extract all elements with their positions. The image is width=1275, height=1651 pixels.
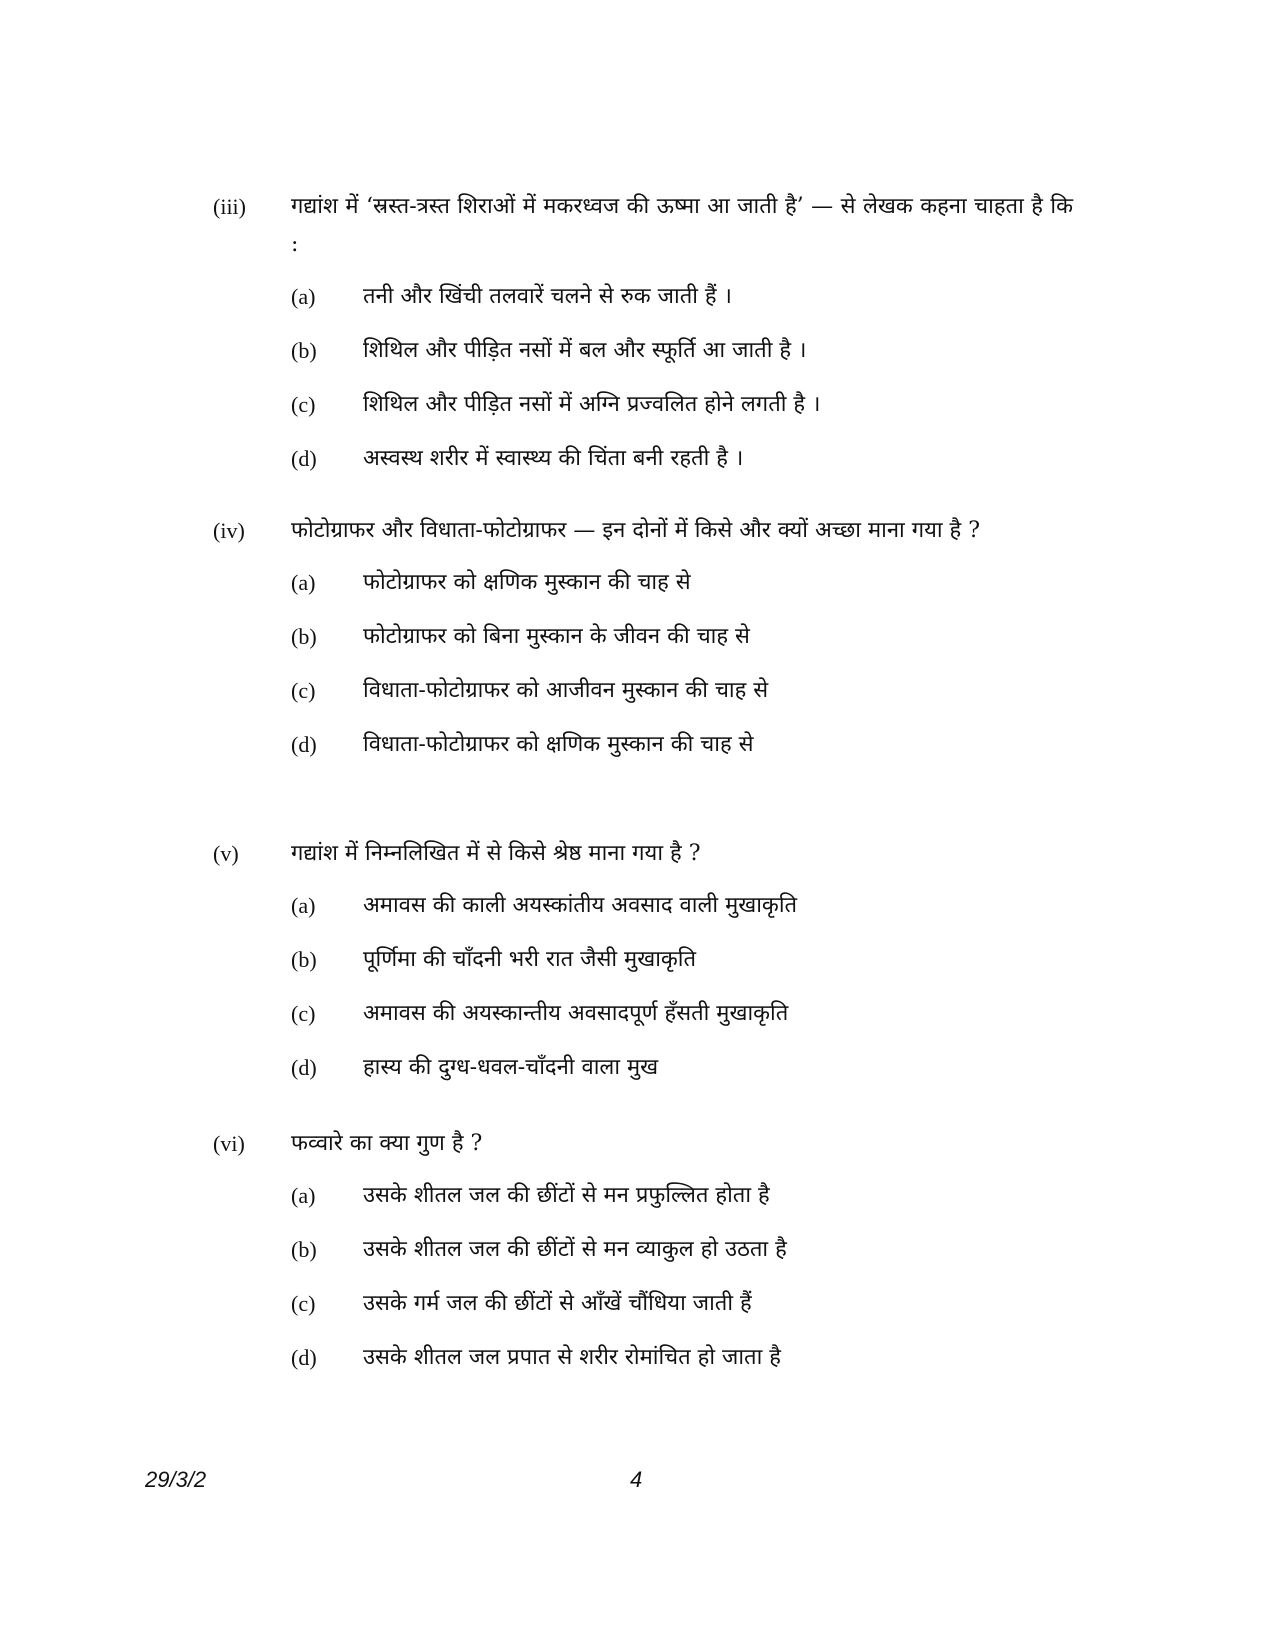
option-a xyxy=(291,278,1073,332)
option-label: (a) xyxy=(291,284,316,309)
option-label: (a) xyxy=(291,893,316,918)
option-label: (a) xyxy=(291,1183,316,1208)
option-text: अमावस की अयस्कान्तीय अवसादपूर्ण हँसती मुखाकृति xyxy=(363,1001,789,1026)
option-d xyxy=(291,1339,1073,1393)
question-v xyxy=(213,835,1073,1103)
option-a xyxy=(291,1177,1073,1231)
question-number: (iv) xyxy=(213,518,245,543)
options-list xyxy=(291,278,1073,494)
option-text: शिथिल और पीड़ित नसों में बल और स्फूर्ति आ जाती है । xyxy=(363,338,807,363)
option-b xyxy=(291,332,1073,386)
option-text: अमावस की काली अयस्कांतीय अवसाद वाली मुखाकृति xyxy=(363,893,798,918)
question-iii xyxy=(213,188,1073,494)
option-d xyxy=(291,1049,1073,1103)
option-b xyxy=(291,618,1073,672)
option-label: (d) xyxy=(291,446,317,471)
option-label: (d) xyxy=(291,732,317,757)
option-text: उसके शीतल जल की छींटों से मन व्याकुल हो उठता है xyxy=(363,1237,787,1262)
option-text: विधाता-फोटोग्राफर को आजीवन मुस्कान की चाह से xyxy=(363,678,769,703)
option-label: (b) xyxy=(291,947,317,972)
option-label: (a) xyxy=(291,570,316,595)
page-number: 4 xyxy=(630,1467,643,1492)
option-text: अस्वस्थ शरीर में स्वास्थ्य की चिंता बनी रहती है । xyxy=(363,446,744,471)
question-number: (v) xyxy=(213,841,239,866)
option-text: शिथिल और पीड़ित नसों में अग्नि प्रज्वलित होने लगती है । xyxy=(363,392,821,417)
option-text: उसके शीतल जल प्रपात से शरीर रोमांचित हो जाता है xyxy=(363,1345,781,1370)
option-c xyxy=(291,386,1073,440)
option-c xyxy=(291,995,1073,1049)
question-iv xyxy=(213,512,1073,780)
option-label: (c) xyxy=(291,1001,316,1026)
option-text: विधाता-फोटोग्राफर को क्षणिक मुस्कान की चाह से xyxy=(363,732,754,757)
option-c xyxy=(291,1285,1073,1339)
paper-code: 29/3/2 xyxy=(145,1467,207,1492)
options-list xyxy=(291,887,1073,1103)
options-list xyxy=(291,564,1073,780)
question-number: (iii) xyxy=(213,194,246,219)
option-b xyxy=(291,941,1073,995)
option-label: (c) xyxy=(291,678,316,703)
option-text: फोटोग्राफर को क्षणिक मुस्कान की चाह से xyxy=(363,570,691,595)
option-b xyxy=(291,1231,1073,1285)
question-number: (vi) xyxy=(213,1131,245,1156)
option-label: (b) xyxy=(291,624,317,649)
question-vi xyxy=(213,1125,1073,1393)
option-a xyxy=(291,564,1073,618)
option-text: हास्य की दुग्ध-धवल-चाँदनी वाला मुख xyxy=(363,1055,659,1080)
option-label: (c) xyxy=(291,1291,316,1316)
options-list xyxy=(291,1177,1073,1393)
option-text: उसके शीतल जल की छींटों से मन प्रफुल्लित होता है xyxy=(363,1183,770,1208)
option-a xyxy=(291,887,1073,941)
question-text: फोटोग्राफर और विधाता-फोटोग्राफर — इन दोनों में किसे और क्यों अच्छा माना गया है ? xyxy=(291,518,981,543)
option-text: फोटोग्राफर को बिना मुस्कान के जीवन की चाह से xyxy=(363,624,750,649)
option-c xyxy=(291,672,1073,726)
option-label: (b) xyxy=(291,1237,317,1262)
option-d xyxy=(291,726,1073,780)
option-label: (d) xyxy=(291,1055,317,1080)
question-text: गद्यांश में निम्नलिखित में से किसे श्रेष्ठ माना गया है ? xyxy=(291,841,701,866)
option-text: पूर्णिमा की चाँदनी भरी रात जैसी मुखाकृति xyxy=(363,947,697,972)
question-text: गद्यांश में ‘स्रस्त-त्रस्त शिराओं में मकरध्वज की ऊष्मा आ जाती है’ — से लेखक कहना चाहता है कि : xyxy=(291,194,1073,257)
option-text: तनी और खिंची तलवारें चलने से रुक जाती हैं । xyxy=(363,284,732,309)
option-label: (b) xyxy=(291,338,317,363)
option-text: उसके गर्म जल की छींटों से आँखें चौंधिया जाती हैं xyxy=(363,1291,752,1316)
question-text: फव्वारे का क्या गुण है ? xyxy=(291,1131,483,1156)
option-label: (c) xyxy=(291,392,316,417)
option-label: (d) xyxy=(291,1345,317,1370)
option-d xyxy=(291,440,1073,494)
